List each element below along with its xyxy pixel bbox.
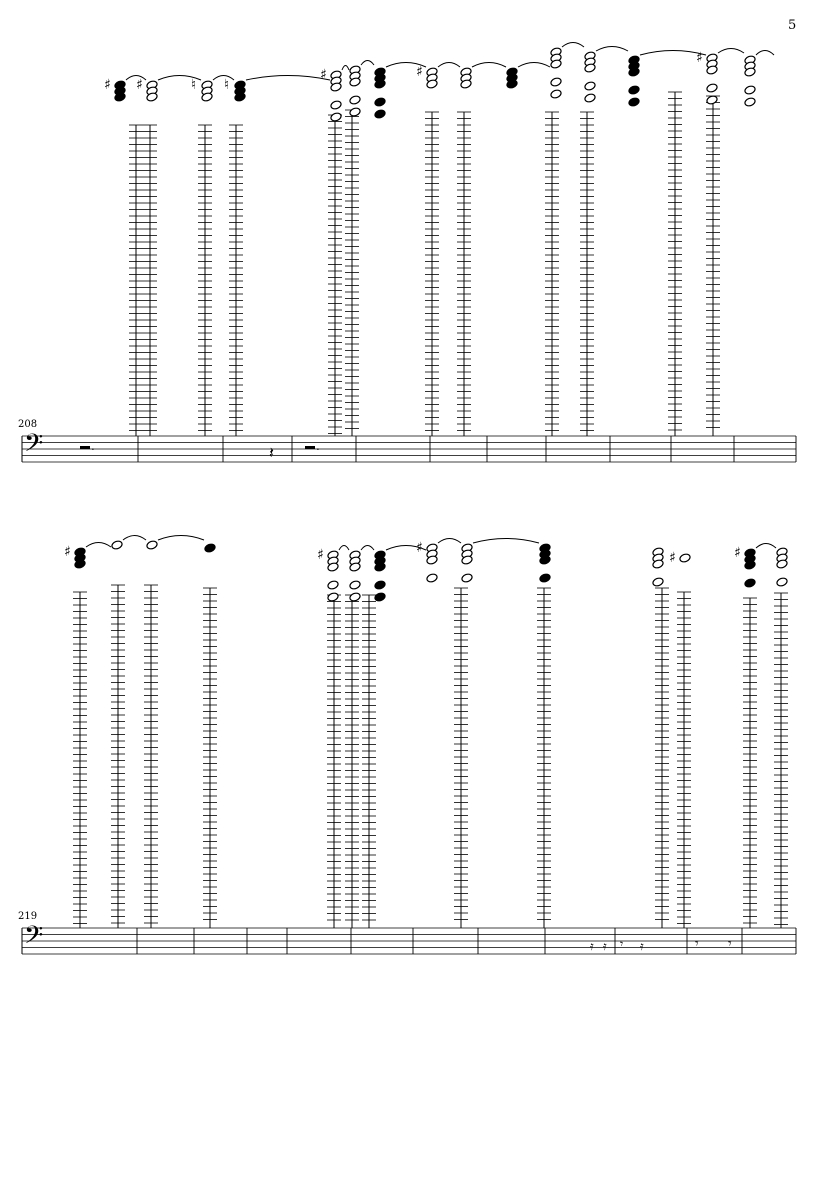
notehead bbox=[330, 100, 342, 110]
rest-dot: . bbox=[91, 439, 95, 453]
notehead bbox=[550, 77, 562, 87]
tie bbox=[361, 61, 374, 66]
tie bbox=[123, 536, 146, 541]
notehead bbox=[349, 95, 361, 105]
tie bbox=[756, 544, 776, 549]
notehead bbox=[584, 81, 596, 91]
notehead bbox=[744, 578, 756, 588]
notehead bbox=[330, 112, 342, 122]
notehead bbox=[146, 540, 158, 550]
sharp-accidental: ♯ bbox=[317, 547, 324, 563]
bass-clef: 𝄢 bbox=[24, 429, 44, 464]
notehead bbox=[628, 97, 640, 107]
tie bbox=[718, 49, 744, 54]
page-number: 5 bbox=[788, 18, 797, 33]
tie bbox=[562, 43, 584, 48]
tie bbox=[361, 546, 374, 551]
half-rest bbox=[305, 446, 315, 449]
notehead bbox=[776, 577, 788, 587]
sharp-accidental: ♯ bbox=[64, 544, 71, 560]
eighth-rest: 𝄾 bbox=[695, 936, 699, 952]
notehead bbox=[374, 97, 386, 107]
sharp-accidental: ♯ bbox=[320, 67, 327, 83]
tie bbox=[518, 63, 550, 68]
bass-clef: 𝄢 bbox=[24, 921, 44, 956]
sixteenth-rest: 𝄿 bbox=[640, 939, 644, 953]
half-rest bbox=[80, 446, 90, 449]
tie bbox=[438, 539, 461, 544]
rest-dot: . bbox=[316, 439, 320, 453]
sharp-accidental: ♯ bbox=[734, 545, 741, 561]
sharp-accidental: ♯ bbox=[104, 77, 111, 93]
notehead bbox=[539, 573, 551, 583]
notehead bbox=[327, 592, 339, 602]
natural-accidental: ♮ bbox=[224, 77, 230, 93]
measure-number-208: 208 bbox=[18, 419, 38, 430]
notehead bbox=[204, 543, 216, 553]
notehead bbox=[679, 553, 691, 563]
notehead bbox=[426, 573, 438, 583]
notehead bbox=[349, 592, 361, 602]
notehead bbox=[349, 580, 361, 590]
eighth-rest: 𝄾 bbox=[620, 937, 624, 951]
natural-accidental: ♮ bbox=[191, 77, 197, 93]
notehead bbox=[550, 89, 562, 99]
tie bbox=[472, 63, 506, 68]
measure-number-219: 219 bbox=[18, 911, 38, 922]
tie bbox=[756, 51, 774, 56]
notehead bbox=[349, 107, 361, 117]
tie bbox=[438, 63, 460, 68]
eighth-rest: 𝄾 bbox=[728, 936, 732, 952]
tie bbox=[246, 76, 330, 81]
tie bbox=[339, 546, 349, 551]
sharp-accidental: ♯ bbox=[136, 77, 143, 93]
notehead bbox=[327, 580, 339, 590]
notehead bbox=[628, 85, 640, 95]
notehead bbox=[706, 83, 718, 93]
notehead bbox=[111, 540, 123, 550]
sharp-accidental: ♯ bbox=[696, 50, 703, 66]
tie bbox=[86, 543, 111, 548]
sharp-accidental: ♯ bbox=[669, 550, 676, 566]
sixteenth-rest: 𝄿 bbox=[590, 939, 594, 953]
sixteenth-rest: 𝄿 bbox=[603, 939, 607, 953]
tie bbox=[596, 47, 628, 52]
tie bbox=[158, 536, 204, 541]
notehead bbox=[461, 573, 473, 583]
notehead bbox=[374, 592, 386, 602]
sharp-accidental: ♯ bbox=[416, 64, 423, 80]
notehead bbox=[744, 97, 756, 107]
notehead bbox=[584, 93, 596, 103]
notehead bbox=[374, 109, 386, 119]
tie bbox=[473, 539, 539, 544]
notehead bbox=[374, 580, 386, 590]
quarter-rest: 𝄽 bbox=[269, 443, 274, 462]
notehead bbox=[652, 577, 664, 587]
sharp-accidental: ♯ bbox=[416, 540, 423, 556]
notehead bbox=[744, 85, 756, 95]
tie bbox=[342, 66, 349, 71]
